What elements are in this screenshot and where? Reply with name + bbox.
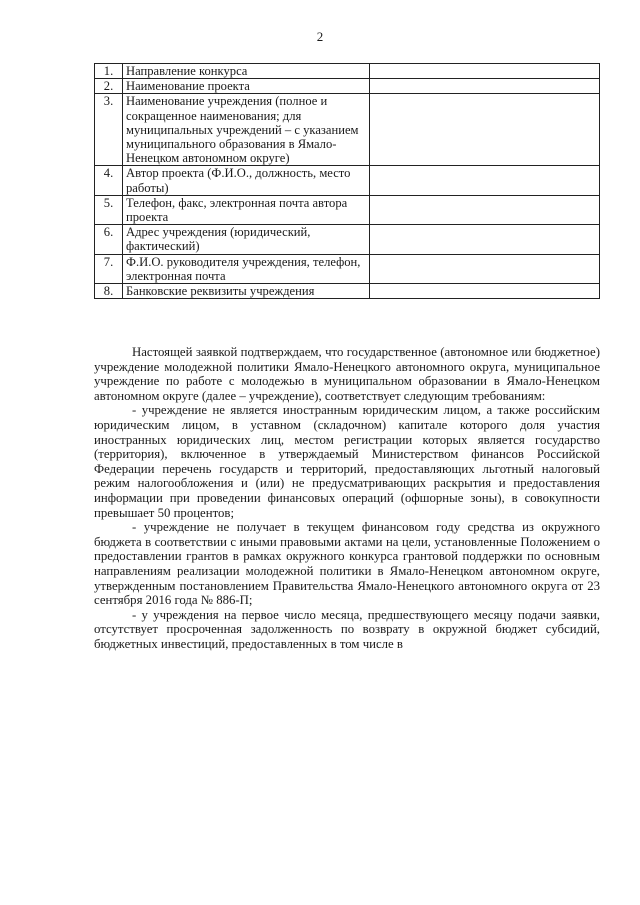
- row-value-cell: [370, 79, 600, 94]
- row-value-cell: [370, 284, 600, 299]
- row-number: 6.: [95, 225, 123, 254]
- row-value-cell: [370, 166, 600, 195]
- row-label: Адрес учреждения (юридический, фактический): [123, 225, 370, 254]
- body-text: [94, 345, 600, 651]
- row-label: Наименование проекта: [123, 79, 370, 94]
- row-value-cell: [370, 195, 600, 224]
- table-row: [95, 64, 600, 79]
- requirement-paragraph: - у учреждения на первое число месяца, предшествующего месяцу подачи заявки, отсутствует просроченная задолженность по возврату в окружной бюджет субсидий, бюджетных инвестиций, предоставленных в том числе в: [94, 607, 600, 651]
- table-row: [95, 284, 600, 299]
- row-number: 3.: [95, 94, 123, 166]
- row-label: Наименование учреждения (полное и сокращенное наименования; для муниципальных учреждений – с указанием муниципального образования в Ямало-Ненецком автономном округе): [123, 94, 370, 166]
- row-label: Автор проекта (Ф.И.О., должность, место работы): [123, 166, 370, 195]
- table-row: [95, 195, 600, 224]
- row-value-cell: [370, 64, 600, 79]
- table-row: [95, 79, 600, 94]
- requirement-paragraph: - учреждение не является иностранным юридическим лицом, а также российским юридическим лицом, в уставном (складочном) капитале которого доля участия иностранных юридических лиц, местом регистрации которых является государство (территория), включенное в утверждаемый Министерством финансов Российской Федерации перечень государств и территорий, предоставляющих льготный налоговый режим налогообложения и (или) не предусматривающих раскрытия и предоставления информации при проведении финансовых операций (офшорные зоны), в совокупности превышает 50 процентов;: [94, 403, 600, 520]
- intro-paragraph: Настоящей заявкой подтверждаем, что государственное (автономное или бюджетное) учреждение молодежной политики Ямало-Ненецкого автономного округа, муниципальное учреждение по работе с молодежью в муниципальном образовании в Ямало-Ненецком автономном округе (далее – учреждение), соответствует следующим требованиям:: [94, 345, 600, 403]
- table-row: [95, 225, 600, 254]
- page-number: 2: [316, 29, 324, 44]
- row-label: Ф.И.О. руководителя учреждения, телефон, электронная почта: [123, 254, 370, 283]
- row-number: 7.: [95, 254, 123, 283]
- row-number: 5.: [95, 195, 123, 224]
- row-number: 8.: [95, 284, 123, 299]
- row-value-cell: [370, 94, 600, 166]
- requirement-paragraph: - учреждение не получает в текущем финансовом году средства из окружного бюджета в соответствии с иными правовыми актами на цели, установленные Положением о предоставлении грантов в рамках окружного конкурса грантовой поддержки по основным направлениям реализации молодежной политики в Ямало-Ненецком автономном округе, утвержденным постановлением Правительства Ямало-Ненецкого автономного округа от 23 сентября 2016 года № 886-П;: [94, 520, 600, 608]
- row-number: 1.: [95, 64, 123, 79]
- table-row: [95, 254, 600, 283]
- row-number: 2.: [95, 79, 123, 94]
- table-row: [95, 166, 600, 195]
- table-row: [95, 94, 600, 166]
- row-label: Направление конкурса: [123, 64, 370, 79]
- application-form-table: [94, 63, 600, 299]
- row-value-cell: [370, 225, 600, 254]
- row-label: Банковские реквизиты учреждения: [123, 284, 370, 299]
- row-value-cell: [370, 254, 600, 283]
- row-label: Телефон, факс, электронная почта автора проекта: [123, 195, 370, 224]
- row-number: 4.: [95, 166, 123, 195]
